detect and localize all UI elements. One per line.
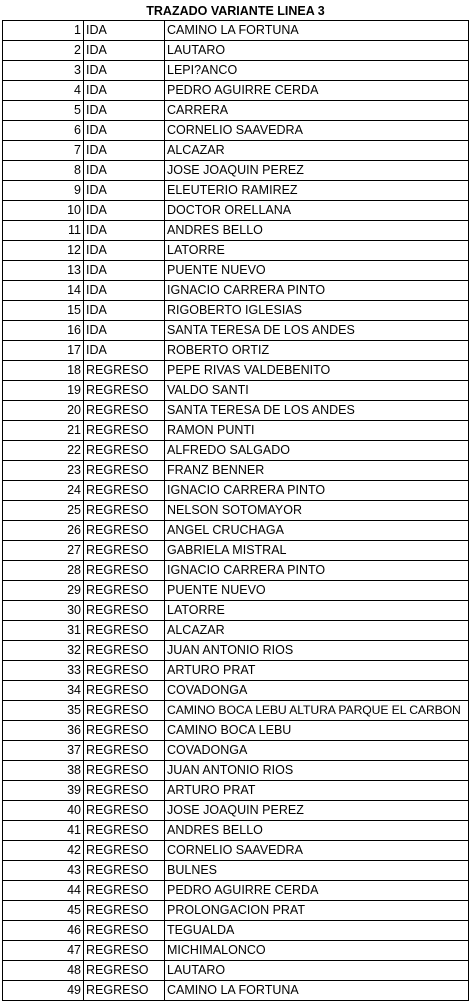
direction-cell[interactable]: IDA [84,161,165,181]
row-number-cell[interactable]: 3 [3,61,84,81]
direction-cell[interactable]: REGRESO [84,561,165,581]
street-cell[interactable]: PEPE RIVAS VALDEBENITO [165,361,469,381]
table-row [3,661,469,681]
table-row [3,881,469,901]
row-number-cell[interactable]: 7 [3,141,84,161]
street-cell[interactable]: DOCTOR ORELLANA [165,201,469,221]
street-cell[interactable]: PEDRO AGUIRRE CERDA [165,881,469,901]
row-number-cell[interactable]: 39 [3,781,84,801]
direction-cell[interactable]: REGRESO [84,521,165,541]
row-number-cell[interactable]: 5 [3,101,84,121]
table-row [3,921,469,941]
row-number-cell[interactable]: 43 [3,861,84,881]
row-number-cell[interactable]: 17 [3,341,84,361]
direction-cell[interactable]: REGRESO [84,601,165,621]
direction-cell[interactable]: REGRESO [84,681,165,701]
direction-cell[interactable]: REGRESO [84,761,165,781]
table-row [3,861,469,881]
table-row [3,481,469,501]
street-cell[interactable]: PUENTE NUEVO [165,261,469,281]
direction-cell[interactable]: REGRESO [84,961,165,981]
table-row [3,81,469,101]
row-number-cell[interactable]: 26 [3,521,84,541]
direction-cell[interactable]: REGRESO [84,361,165,381]
street-cell[interactable]: PUENTE NUEVO [165,581,469,601]
direction-cell[interactable]: REGRESO [84,381,165,401]
direction-cell[interactable]: IDA [84,281,165,301]
row-number-cell[interactable]: 35 [3,701,84,721]
route-sheet [2,3,469,1001]
street-cell[interactable]: LAUTARO [165,41,469,61]
street-cell[interactable]: NELSON SOTOMAYOR [165,501,469,521]
direction-cell[interactable]: IDA [84,201,165,221]
table-row [3,541,469,561]
street-cell[interactable]: COVADONGA [165,681,469,701]
table-row [3,341,469,361]
table-row [3,381,469,401]
street-cell[interactable]: IGNACIO CARRERA PINTO [165,561,469,581]
row-number-cell[interactable]: 10 [3,201,84,221]
table-row [3,621,469,641]
direction-cell[interactable]: IDA [84,141,165,161]
row-number-cell[interactable]: 23 [3,461,84,481]
row-number-cell[interactable]: 30 [3,601,84,621]
row-number-cell[interactable]: 36 [3,721,84,741]
direction-cell[interactable]: IDA [84,81,165,101]
row-number-cell[interactable]: 14 [3,281,84,301]
street-cell[interactable]: COVADONGA [165,741,469,761]
street-cell[interactable]: ANDRES BELLO [165,821,469,841]
direction-cell[interactable]: IDA [84,121,165,141]
street-cell[interactable]: JUAN ANTONIO RIOS [165,641,469,661]
table-row [3,401,469,421]
direction-cell[interactable]: IDA [84,101,165,121]
direction-cell[interactable]: REGRESO [84,881,165,901]
table-row [3,441,469,461]
table-row [3,761,469,781]
street-cell[interactable]: SANTA TERESA DE LOS ANDES [165,401,469,421]
direction-cell[interactable]: REGRESO [84,621,165,641]
table-row [3,501,469,521]
street-cell[interactable]: GABRIELA MISTRAL [165,541,469,561]
street-cell[interactable]: MICHIMALONCO [165,941,469,961]
table-row [3,221,469,241]
direction-cell[interactable]: REGRESO [84,721,165,741]
direction-cell[interactable]: IDA [84,61,165,81]
row-number-cell[interactable]: 45 [3,901,84,921]
direction-cell[interactable]: REGRESO [84,781,165,801]
table-row [3,581,469,601]
direction-cell[interactable]: REGRESO [84,661,165,681]
table-row [3,281,469,301]
street-cell[interactable]: JOSE JOAQUIN PEREZ [165,161,469,181]
row-number-cell[interactable]: 21 [3,421,84,441]
street-cell[interactable]: JOSE JOAQUIN PEREZ [165,801,469,821]
street-cell[interactable]: CAMINO LA FORTUNA [165,981,469,1001]
street-cell[interactable]: TEGUALDA [165,921,469,941]
street-cell[interactable]: ANGEL CRUCHAGA [165,521,469,541]
row-number-cell[interactable]: 12 [3,241,84,261]
table-row [3,161,469,181]
direction-cell[interactable]: REGRESO [84,861,165,881]
table-row [3,941,469,961]
street-cell[interactable]: BULNES [165,861,469,881]
street-cell[interactable]: ALCAZAR [165,621,469,641]
street-cell[interactable]: ROBERTO ORTIZ [165,341,469,361]
direction-cell[interactable]: REGRESO [84,701,165,721]
direction-cell[interactable]: REGRESO [84,901,165,921]
row-number-cell[interactable]: 1 [3,21,84,41]
row-number-cell[interactable]: 2 [3,41,84,61]
row-number-cell[interactable]: 15 [3,301,84,321]
table-row [3,101,469,121]
table-row [3,41,469,61]
direction-cell[interactable]: IDA [84,341,165,361]
row-number-cell[interactable]: 29 [3,581,84,601]
table-row [3,821,469,841]
table-row [3,461,469,481]
row-number-cell[interactable]: 40 [3,801,84,821]
row-number-cell[interactable]: 4 [3,81,84,101]
row-number-cell[interactable]: 24 [3,481,84,501]
street-cell[interactable]: ARTURO PRAT [165,781,469,801]
row-number-cell[interactable]: 13 [3,261,84,281]
row-number-cell[interactable]: 48 [3,961,84,981]
table-row [3,701,469,721]
direction-cell[interactable]: IDA [84,41,165,61]
row-number-cell[interactable]: 20 [3,401,84,421]
direction-cell[interactable]: REGRESO [84,501,165,521]
direction-cell[interactable]: REGRESO [84,981,165,1001]
street-cell[interactable]: PEDRO AGUIRRE CERDA [165,81,469,101]
table-row [3,841,469,861]
row-number-cell[interactable]: 28 [3,561,84,581]
table-row [3,961,469,981]
street-cell[interactable]: LATORRE [165,601,469,621]
direction-cell[interactable]: REGRESO [84,641,165,661]
table-row [3,601,469,621]
row-number-cell[interactable]: 46 [3,921,84,941]
direction-cell[interactable]: REGRESO [84,401,165,421]
street-cell[interactable]: FRANZ BENNER [165,461,469,481]
row-number-cell[interactable]: 34 [3,681,84,701]
street-cell[interactable]: CORNELIO SAAVEDRA [165,841,469,861]
direction-cell[interactable]: REGRESO [84,481,165,501]
table-row [3,781,469,801]
row-number-cell[interactable]: 6 [3,121,84,141]
table-row [3,521,469,541]
direction-cell[interactable]: IDA [84,221,165,241]
row-number-cell[interactable]: 41 [3,821,84,841]
direction-cell[interactable]: REGRESO [84,941,165,961]
row-number-cell[interactable]: 32 [3,641,84,661]
table-row [3,121,469,141]
table-row [3,321,469,341]
row-number-cell[interactable]: 37 [3,741,84,761]
row-number-cell[interactable]: 31 [3,621,84,641]
route-table [2,20,469,1001]
table-row [3,981,469,1001]
row-number-cell[interactable]: 11 [3,221,84,241]
street-cell[interactable]: LATORRE [165,241,469,261]
street-cell[interactable]: ELEUTERIO RAMIREZ [165,181,469,201]
direction-cell[interactable]: REGRESO [84,441,165,461]
direction-cell[interactable]: REGRESO [84,461,165,481]
street-cell[interactable]: JUAN ANTONIO RIOS [165,761,469,781]
direction-cell[interactable]: IDA [84,321,165,341]
row-number-cell[interactable]: 19 [3,381,84,401]
street-cell[interactable]: IGNACIO CARRERA PINTO [165,481,469,501]
street-cell[interactable]: VALDO SANTI [165,381,469,401]
table-row [3,741,469,761]
street-cell[interactable]: ARTURO PRAT [165,661,469,681]
row-number-cell[interactable]: 8 [3,161,84,181]
row-number-cell[interactable]: 22 [3,441,84,461]
table-row [3,561,469,581]
direction-cell[interactable]: REGRESO [84,741,165,761]
row-number-cell[interactable]: 38 [3,761,84,781]
table-row [3,181,469,201]
sheet-title: TRAZADO VARIANTE LINEA 3 [146,4,325,18]
table-row [3,681,469,701]
street-cell[interactable]: RAMON PUNTI [165,421,469,441]
table-row [3,241,469,261]
route-table-body [3,21,469,1001]
street-cell[interactable]: RIGOBERTO IGLESIAS [165,301,469,321]
row-number-cell[interactable]: 47 [3,941,84,961]
row-number-cell[interactable]: 25 [3,501,84,521]
row-number-cell[interactable]: 44 [3,881,84,901]
table-row [3,801,469,821]
direction-cell[interactable]: REGRESO [84,801,165,821]
street-cell[interactable]: LAUTARO [165,961,469,981]
row-number-cell[interactable]: 33 [3,661,84,681]
direction-cell[interactable]: IDA [84,241,165,261]
row-number-cell[interactable]: 9 [3,181,84,201]
street-cell[interactable]: CAMINO BOCA LEBU [165,721,469,741]
row-number-cell[interactable]: 16 [3,321,84,341]
street-cell[interactable]: PROLONGACION PRAT [165,901,469,921]
direction-cell[interactable]: REGRESO [84,821,165,841]
street-cell[interactable]: CAMINO LA FORTUNA [165,21,469,41]
table-row [3,901,469,921]
direction-cell[interactable]: REGRESO [84,921,165,941]
street-cell[interactable]: ANDRES BELLO [165,221,469,241]
direction-cell[interactable]: IDA [84,21,165,41]
street-cell[interactable]: ALFREDO SALGADO [165,441,469,461]
table-row [3,421,469,441]
table-row [3,721,469,741]
street-cell[interactable]: CORNELIO SAAVEDRA [165,121,469,141]
table-row [3,61,469,81]
street-cell[interactable]: SANTA TERESA DE LOS ANDES [165,321,469,341]
row-number-cell[interactable]: 18 [3,361,84,381]
table-row [3,301,469,321]
direction-cell[interactable]: IDA [84,261,165,281]
direction-cell[interactable]: REGRESO [84,421,165,441]
direction-cell[interactable]: REGRESO [84,581,165,601]
direction-cell[interactable]: REGRESO [84,541,165,561]
street-cell[interactable]: ALCAZAR [165,141,469,161]
row-number-cell[interactable]: 42 [3,841,84,861]
table-row [3,261,469,281]
row-number-cell[interactable]: 27 [3,541,84,561]
table-row [3,21,469,41]
street-cell[interactable]: CARRERA [165,101,469,121]
street-cell[interactable]: LEPI?ANCO [165,61,469,81]
table-row [3,361,469,381]
direction-cell[interactable]: REGRESO [84,841,165,861]
direction-cell[interactable]: IDA [84,181,165,201]
table-row [3,201,469,221]
table-row [3,641,469,661]
row-number-cell[interactable]: 49 [3,981,84,1001]
street-cell[interactable]: CAMINO BOCA LEBU ALTURA PARQUE EL CARBON [165,701,469,721]
table-row [3,141,469,161]
street-cell[interactable]: IGNACIO CARRERA PINTO [165,281,469,301]
direction-cell[interactable]: IDA [84,301,165,321]
